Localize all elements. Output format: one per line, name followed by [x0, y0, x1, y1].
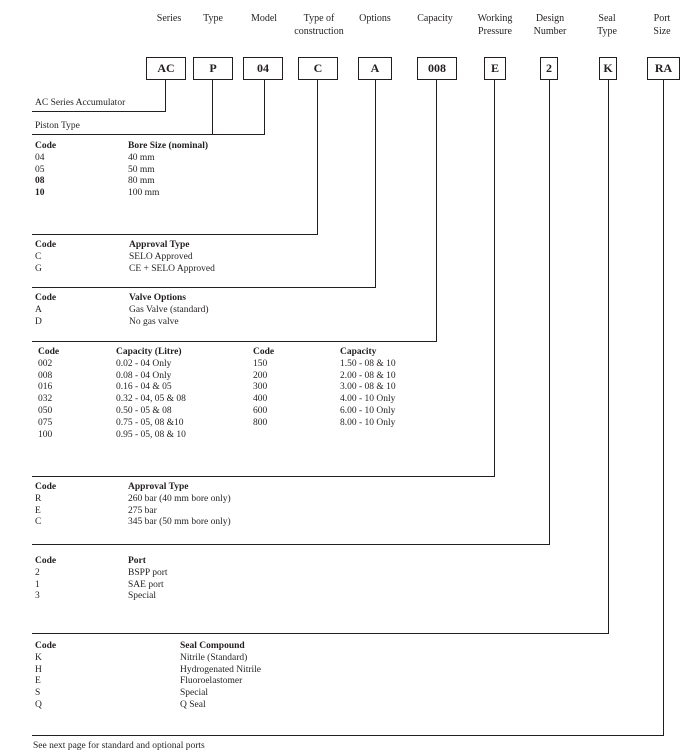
connector-construction-v [317, 80, 318, 235]
box-capacity: 008 [417, 57, 457, 80]
table-row: 05 [35, 164, 45, 175]
connector-series-h [32, 111, 166, 112]
connector-seal-h [32, 633, 609, 634]
box-type: P [193, 57, 233, 80]
bore-code-column: Code 04 05 08 10 [35, 141, 57, 199]
capacity-desc-column: Capacity (Litre) 0.02 - 04 Only 0.08 - 04 Only 0.16 - 04 & 05 0.32 - 04, 05 & 08 0.50 - 05 & 08 0.75 - 05, 08 &10 0.95 - 05, 08 & 10 [116, 347, 186, 440]
header-type: Type [203, 13, 223, 24]
seal-desc-column: Seal Compound Nitrile (Standard) Hydrogenated Nitrile Fluoroelastomer Special Q Seal [180, 641, 261, 710]
valve-desc-column: Valve Options Gas Valve (standard) No gas valve [129, 293, 209, 327]
header-port: Port Size [653, 13, 671, 37]
connector-design-v [549, 80, 550, 545]
connector-model-v [264, 80, 265, 135]
box-options: A [358, 57, 392, 80]
table-row: 10 [35, 188, 45, 199]
capacity-desc-column-2: Capacity 1.50 - 08 & 10 2.00 - 08 & 10 3.00 - 08 & 10 4.00 - 10 Only 6.00 - 10 Only 8.00 - 10 Only [340, 347, 396, 428]
connector-port-v [663, 80, 664, 736]
header-pressure: Working Pressure [477, 13, 513, 37]
box-design: 2 [540, 57, 558, 80]
box-port: RA [647, 57, 680, 80]
box-model: 04 [243, 57, 283, 80]
table-row: 04 [35, 152, 45, 163]
connector-seal-v [608, 80, 609, 634]
connector-pressure-h [32, 476, 495, 477]
seal-code-column: Code K H E S Q [35, 641, 57, 710]
pressure-desc-column: Approval Type 260 bar (40 mm bore only) 275 bar 345 bar (50 mm bore only) [128, 482, 231, 528]
series-description: AC Series Accumulator [35, 98, 126, 108]
footer-note: See next page for standard and optional ports [33, 741, 205, 751]
header-options: Options [359, 13, 391, 24]
connector-port-h [32, 735, 664, 736]
box-construction: C [298, 57, 338, 80]
header-series: Series [156, 13, 182, 24]
table-row: 08 [35, 176, 45, 187]
header-construction: Type of construction [294, 13, 344, 37]
connector-options-h [32, 287, 376, 288]
connector-capacity-v [436, 80, 437, 342]
approval-code-column: Code C G [35, 240, 57, 274]
port-code-column: Code 2 1 3 [35, 556, 57, 602]
port-desc-column: Port BSPP port SAE port Special [128, 556, 168, 602]
header-design: Design Number [533, 13, 567, 37]
box-pressure: E [484, 57, 506, 80]
connector-capacity-h [32, 341, 437, 342]
capacity-code-column-2: Code 150 200 300 400 600 800 [253, 347, 275, 428]
capacity-code-column: Code 002 008 016 032 050 075 100 [38, 347, 60, 440]
connector-pressure-v [494, 80, 495, 477]
header-capacity: Capacity [417, 13, 453, 24]
connector-type-v [212, 80, 213, 135]
connector-series-v [165, 80, 166, 112]
connector-design-h [32, 544, 550, 545]
approval-desc-column: Approval Type SELO Approved CE + SELO Approved [129, 240, 215, 274]
box-series: AC [146, 57, 186, 80]
bore-desc-column: Bore Size (nominal) 40 mm 50 mm 80 mm 100 mm [128, 141, 209, 199]
pressure-code-column: Code R E C [35, 482, 57, 528]
connector-model-h [32, 134, 265, 135]
connector-options-v [375, 80, 376, 288]
type-description: Piston Type [35, 121, 80, 131]
connector-construction-h [32, 234, 318, 235]
header-model: Model [250, 13, 278, 24]
valve-code-column: Code A D [35, 293, 57, 327]
header-seal: Seal Type [597, 13, 617, 37]
box-seal: K [599, 57, 617, 80]
